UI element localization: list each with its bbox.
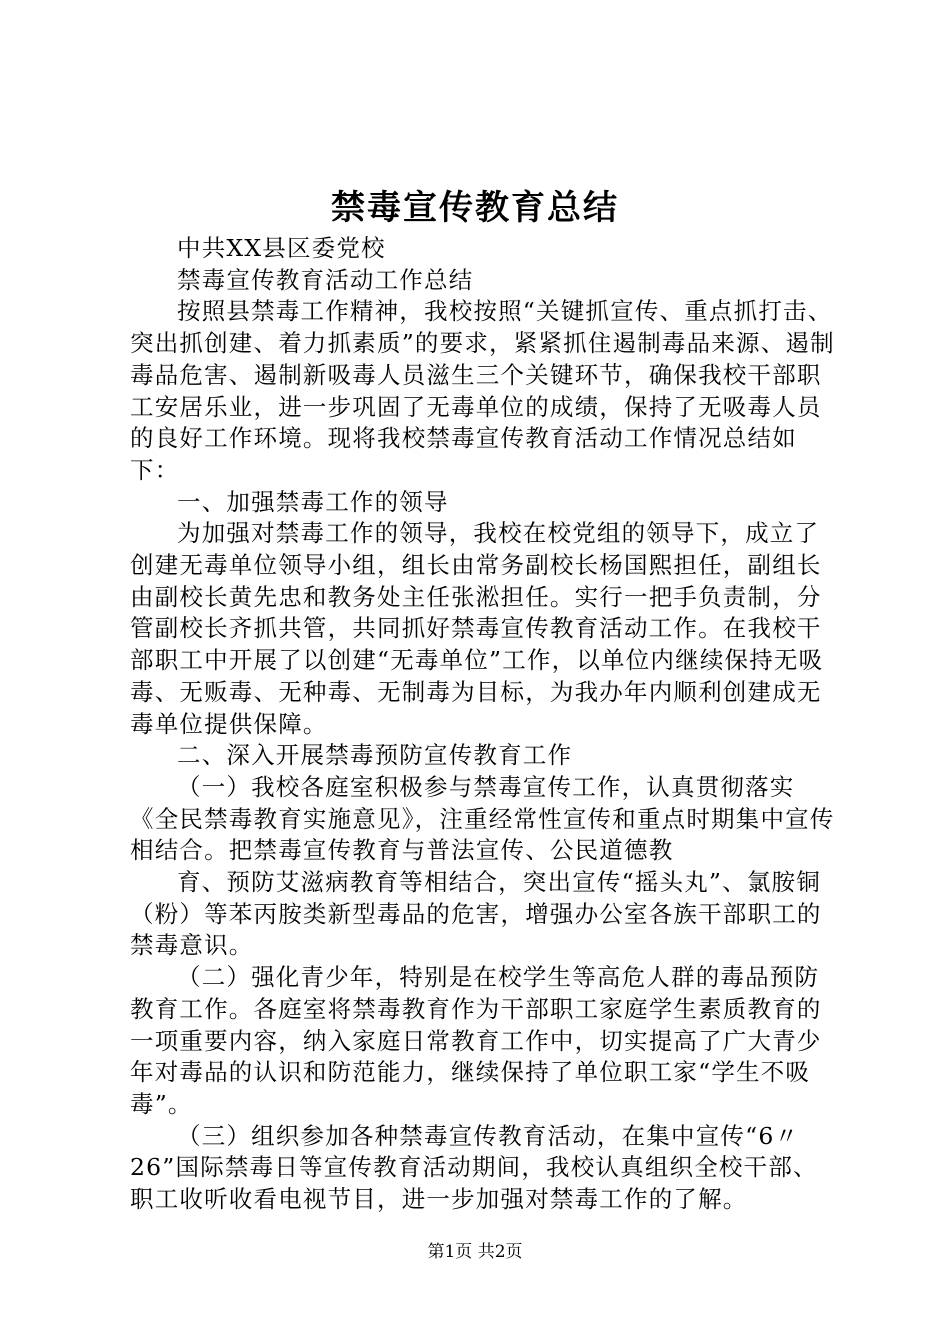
paragraph-item-1-continued: 育、预防艾滋病教育等相结合，突出宣传“摇头丸”、氯胺铜（粉）等苯丙胺类新型毒品的危害，增强办公室各族干部职工的禁毒意识。	[130, 868, 822, 960]
paragraph-item-3: （三）组织参加各种禁毒宣传教育活动，在集中宣传“6〃26”国际禁毒日等宣传教育活动期间，我校认真组织全校干部、职工收听收看电视节目，进一步加强对禁毒工作的了解。	[130, 1121, 818, 1214]
paragraph-item-2: （二）强化青少年，特别是在校学生等高危人群的毒品预防教育工作。各庭室将禁毒教育作为干部职工家庭学生素质教育的一项重要内容，纳入家庭日常教育工作中，切实提高了广大青少年对毒品的认识和防范能力，继续保持了单位职工家“学生不吸毒”。	[130, 963, 822, 1118]
page-footer: 第1页 共2页	[427, 1242, 523, 1262]
document-title: 禁毒宣传教育总结	[331, 188, 619, 228]
paragraph-organization: 中共XX县区委党校	[177, 234, 386, 262]
paragraph-leadership: 为加强对禁毒工作的领导，我校在校党组的领导下，成立了创建无毒单位领导小组，组长由常务副校长杨国熙担任，副组长由副校长黄先忠和教务处主任张淞担任。实行一把手负责制，分管副校长齐抓共管，共同抓好禁毒宣传教育活动工作。在我校干部职工中开展了以创建“无毒单位”工作，以单位内继续保持无吸毒、无贩毒、无种毒、无制毒为目标，为我办年内顺利创建成无毒单位提供保障。	[130, 519, 824, 738]
paragraph-intro: 按照县禁毒工作精神，我校按照“关键抓宣传、重点抓打击、突出抓创建、着力抓素质”的要求，紧紧抓住遏制毒品来源、遏制毒品危害、遏制新吸毒人员滋生三个关键环节，确保我校干部职工安居乐业，进一步巩固了无毒单位的成绩，保持了无吸毒人员的良好工作环境。现将我校禁毒宣传教育活动工作情况总结如下：	[130, 297, 835, 484]
section-heading-1: 一、加强禁毒工作的领导	[177, 487, 449, 516]
paragraph-item-1: （一）我校各庭室积极参与禁毒宣传工作，认真贯彻落实《全民禁毒教育实施意见》，注重经常性宣传和重点时期集中宣传相结合。把禁毒宣传教育与普法宣传、公民道德教	[130, 772, 835, 865]
paragraph-subtitle: 禁毒宣传教育活动工作总结	[177, 265, 474, 294]
document-body	[130, 233, 840, 1216]
section-heading-2: 二、深入开展禁毒预防宣传教育工作	[177, 741, 573, 770]
